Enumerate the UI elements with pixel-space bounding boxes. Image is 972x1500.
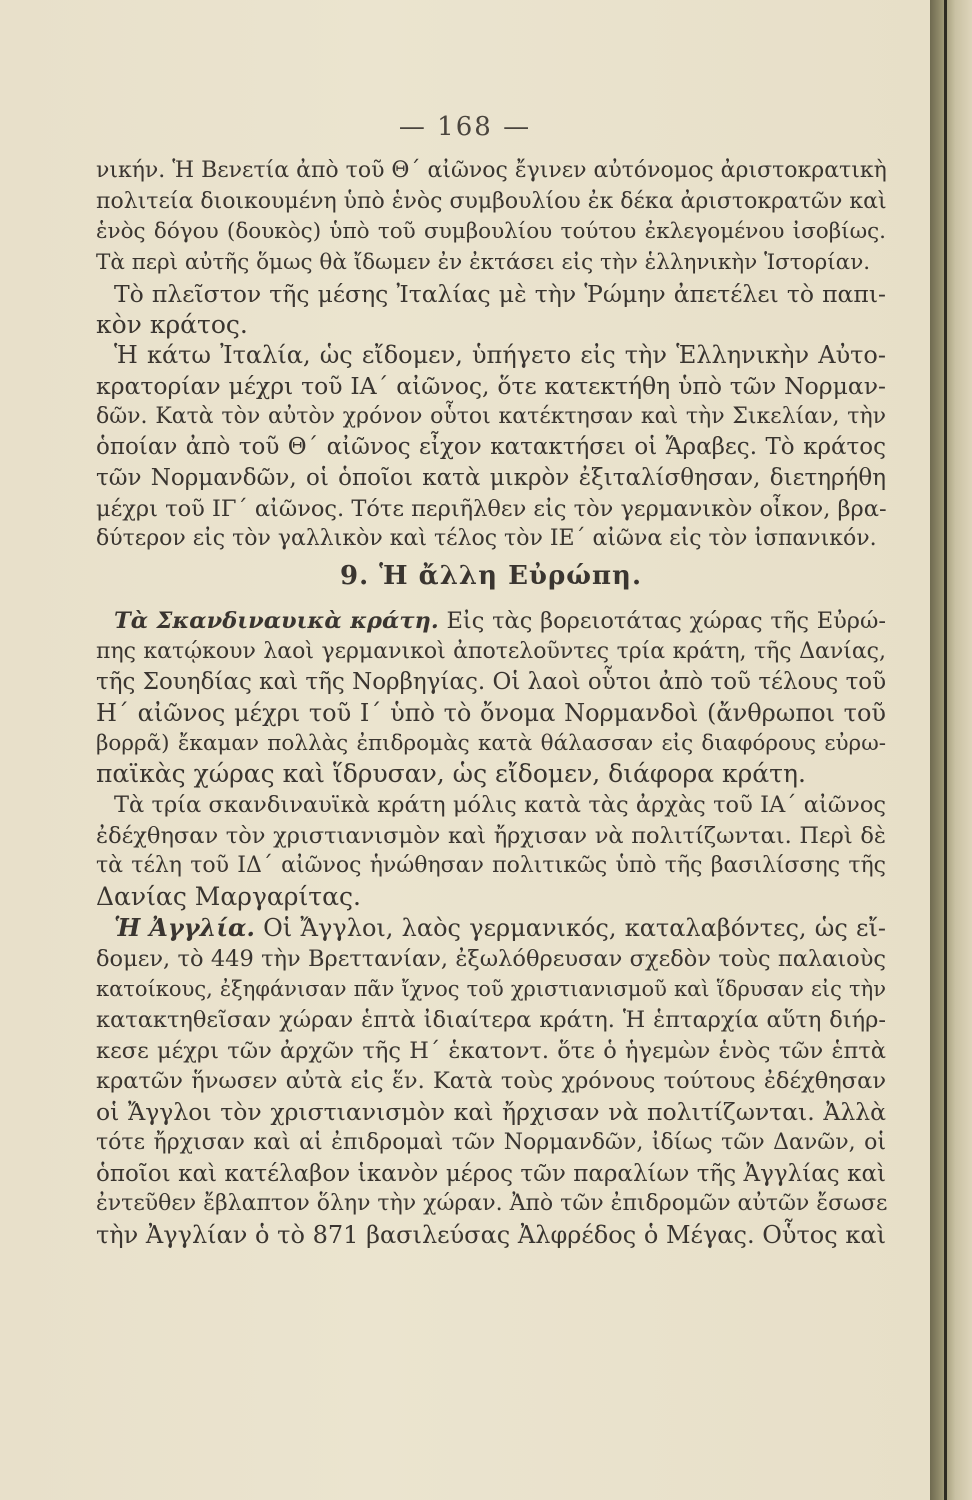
paragraph-england [96, 913, 886, 1251]
scandinavia-first-line: Τὰ Σκανδιναυικὰ κράτη. Εἰς τὰς βορειοτάτας χώρας τῆς Εὐρώ- [114, 607, 886, 634]
text-line: δομεν, τὸ 449 τὴν Βρεττανίαν, ἐξωλόθρευσαν σχεδὸν τοὺς παλαιοὺς [96, 945, 886, 972]
text-line: κατοίκους, ἐξηφάνισαν πᾶν ἴχνος τοῦ χριστιανισμοῦ καὶ ἵδρυσαν εἰς τὴν [96, 977, 886, 1002]
text-line: κρατορίαν μέχρι τοῦ ΙΑ΄ αἰῶνος, ὅτε κατεκτήθη ὑπὸ τῶν Νορμαν- [96, 371, 886, 400]
text-line: τῶν Νορμανδῶν, οἱ ὁποῖοι κατὰ μικρὸν ἐξιταλίσθησαν, διετηρήθη [96, 465, 886, 492]
book-gutter [930, 0, 972, 1500]
scandinavia-lead: Τὰ Σκανδιναυικὰ κράτη. [114, 607, 439, 634]
text-line: πολιτεία διοικουμένη ὑπὸ ἑνὸς συμβουλίου ἐκ δέκα ἀριστοκρατῶν καὶ [96, 188, 887, 214]
text-line: οἱ Ἄγγλοι τὸν χριστιανισμὸν καὶ ἤρχισαν νὰ πολιτίζωνται. Ἀλλὰ [96, 1098, 886, 1127]
text-line: τὴν Ἀγγλίαν ὁ τὸ 871 βασιλεύσας Ἀλφρέδος ὁ Μέγας. Οὗτος καὶ [96, 1220, 886, 1249]
paragraph-scandinavia [96, 606, 886, 790]
text-line: ἐδέχθησαν τὸν χριστιανισμὸν καὶ ἤρχισαν νὰ πολιτίζωνται. Περὶ δὲ [96, 822, 886, 849]
text-line: κρατῶν ἥνωσεν αὐτὰ εἰς ἕν. Κατὰ τοὺς χρόνους τούτους ἐδέχθησαν [96, 1068, 886, 1095]
text-line: ὁποῖοι καὶ κατέλαβον ἱκανὸν μέρος τῶν παραλίων τῆς Ἀγγλίας καὶ [96, 1160, 886, 1187]
text-line: ἐντεῦθεν ἔβλαπτον ὅλην τὴν χώραν. Ἀπὸ τῶν ἐπιδρομῶν αὐτῶν ἔσωσε [96, 1191, 888, 1217]
text-line: Ἡ κάτω Ἰταλία, ὡς εἴδομεν, ὑπήγετο εἰς τὴν Ἑλληνικὴν Αὐτο- [114, 341, 886, 370]
text-line: κατακτηθεῖσαν χώραν ἑπτὰ ἰδιαίτερα κράτη. Ἡ ἑπταρχία αὕτη διήρ- [96, 1006, 886, 1033]
section-heading: 9. Ἡ ἄλλη Εὐρώπη. [339, 561, 642, 592]
text-line: δῶν. Κατὰ τὸν αὐτὸν χρόνον οὗτοι κατέκτησαν καὶ τὴν Σικελίαν, τὴν [96, 403, 886, 429]
paragraph-scandinavia-2 [96, 790, 886, 913]
text-line: Τὰ περὶ αὐτῆς ὅμως θὰ ἴδωμεν ἐν ἐκτάσει εἰς τὴν ἑλληνικὴν Ἱστορίαν. [96, 250, 871, 276]
text-line: παϊκὰς χώρας καὶ ἵδρυσαν, ὡς εἴδομεν, διάφορα κράτη. [96, 759, 806, 789]
paragraph-papal-state [96, 279, 886, 340]
gutter-shadow [944, 0, 947, 1500]
text-line: Τὸ πλεῖστον τῆς μέσης Ἰταλίας μὲ τὴν Ῥώμην ἀπετέλει τὸ παπι- [114, 279, 886, 308]
text-line: Τὰ τρία σκανδιναυϊκὰ κράτη μόλις κατὰ τὰς ἀρχὰς τοῦ ΙΑ΄ αἰῶνος [114, 792, 886, 819]
text-line: Δανίας Μαργαρίτας. [96, 882, 361, 912]
paragraph-south-italy [96, 340, 886, 555]
text-line: πης κατῴκουν λαοὶ γερμανικοὶ ἀποτελοῦντες τρία κράτη, τῆς Δανίας, [96, 638, 886, 664]
paragraph-venice [96, 156, 886, 279]
text-line: δύτερον εἰς τὸν γαλλικὸν καὶ τέλος τὸν ΙΕ΄ αἰῶνα εἰς τὸν ἰσπανικόν. [96, 526, 877, 552]
text-line: τῆς Σουηδίας καὶ τῆς Νορβηγίας. Οἱ λαοὶ οὗτοι ἀπὸ τοῦ τέλους τοῦ [96, 669, 887, 696]
text-line: Η΄ αἰῶνος μέχρι τοῦ Ι΄ ὑπὸ τὸ ὄνομα Νορμανδοὶ (ἄνθρωποι τοῦ [96, 698, 886, 727]
page-number: — 168 — [398, 112, 532, 142]
text-line: κὸν κράτος. [96, 309, 248, 339]
text-line: ἑνὸς δόγου (δουκὸς) ὑπὸ τοῦ συμβουλίου τούτου ἐκλεγομένου ἰσοβίως. [96, 219, 886, 245]
text-line: ὁποίαν ἀπὸ τοῦ Θ΄ αἰῶνος εἶχον κατακτήσει οἱ Ἄραβες. Τὸ κράτος [96, 434, 886, 461]
text-line: νικήν. Ἡ Βενετία ἀπὸ τοῦ Θ΄ αἰῶνος ἔγινεν αὐτόνομος ἀριστοκρατικὴ [96, 158, 887, 183]
text-line: τὰ τέλη τοῦ ΙΔ΄ αἰῶνος ἡνώθησαν πολιτικῶς ὑπὸ τῆς βασιλίσσης τῆς [96, 853, 886, 879]
text-line: μέχρι τοῦ ΙΓ΄ αἰῶνος. Τότε περιῆλθεν εἰς τὸν γερμανικὸν οἶκον, βρα- [96, 495, 887, 522]
text-line: βορρᾶ) ἔκαμαν πολλὰς ἐπιδρομὰς κατὰ θάλασσαν εἰς διαφόρους εὐρω- [96, 730, 886, 756]
england-lead: Ἡ Ἀγγλία. [114, 912, 255, 942]
text-line: κεσε μέχρι τῶν ἀρχῶν τῆς Η΄ ἑκατοντ. ὅτε ὁ ἡγεμὼν ἑνὸς τῶν ἑπτὰ [96, 1037, 886, 1064]
england-first-line: Ἡ Ἀγγλία. Οἱ Ἄγγλοι, λαὸς γερμανικός, καταλαβόντες, ὡς εἴ- [114, 912, 886, 942]
text-line: τότε ἤρχισαν καὶ αἱ ἐπιδρομαὶ τῶν Νορμανδῶν, ἰδίως τῶν Δανῶν, οἱ [96, 1129, 886, 1155]
page-text [96, 156, 886, 1251]
